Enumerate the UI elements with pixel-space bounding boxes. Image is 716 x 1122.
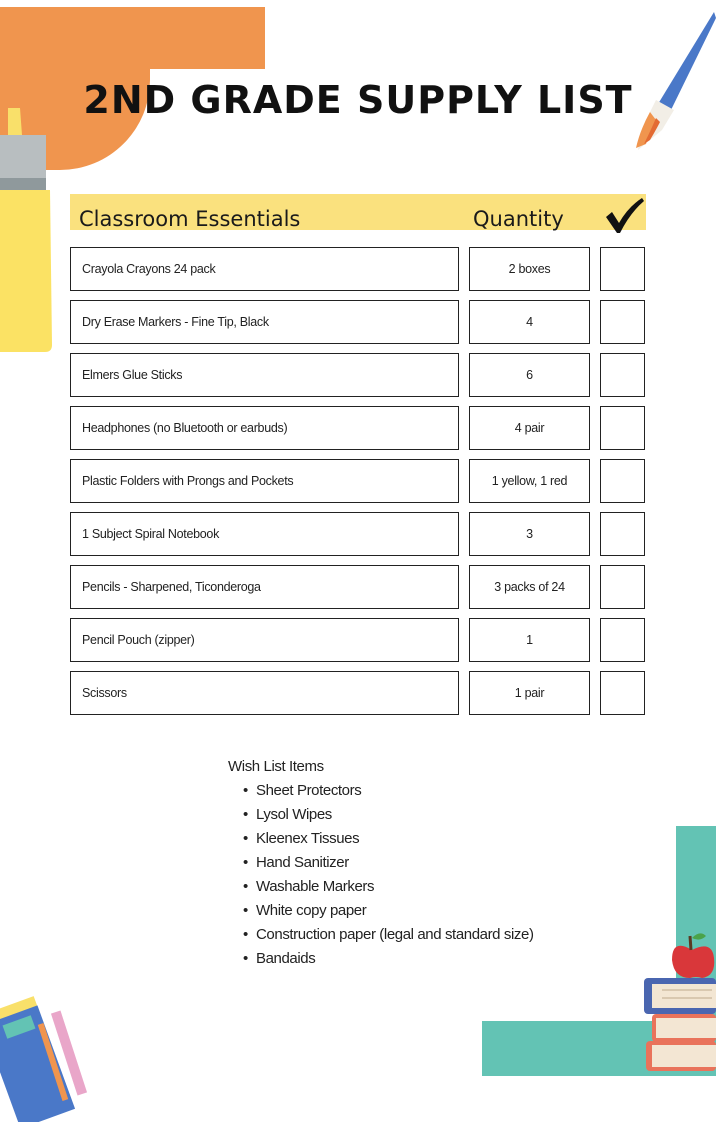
item-name: Scissors: [70, 671, 459, 715]
item-name: Pencil Pouch (zipper): [70, 618, 459, 662]
item-name: Plastic Folders with Prongs and Pockets: [70, 459, 459, 503]
item-checkbox[interactable]: [600, 618, 645, 662]
table-row: [70, 353, 646, 406]
item-name: Elmers Glue Sticks: [70, 353, 459, 397]
item-checkbox[interactable]: [600, 459, 645, 503]
item-quantity: 1 pair: [469, 671, 590, 715]
item-checkbox[interactable]: [600, 406, 645, 450]
wish-list-title: Wish List Items: [228, 758, 324, 775]
item-name: Crayola Crayons 24 pack: [70, 247, 459, 291]
table-row: [70, 406, 646, 459]
list-item: • Lysol Wipes: [228, 805, 534, 829]
item-checkbox[interactable]: [600, 671, 645, 715]
item-name: Dry Erase Markers - Fine Tip, Black: [70, 300, 459, 344]
item-name: 1 Subject Spiral Notebook: [70, 512, 459, 556]
item-checkbox[interactable]: [600, 565, 645, 609]
table-row: [70, 512, 646, 565]
item-quantity: 1 yellow, 1 red: [469, 459, 590, 503]
supply-table: [70, 247, 646, 724]
item-quantity: 3 packs of 24: [469, 565, 590, 609]
list-item: • White copy paper: [228, 901, 534, 925]
item-quantity: 6: [469, 353, 590, 397]
checkmark-icon: [604, 197, 644, 235]
table-row: [70, 300, 646, 353]
list-item: • Kleenex Tissues: [228, 829, 534, 853]
list-item: • Construction paper (legal and standard size): [228, 925, 534, 949]
item-name: Headphones (no Bluetooth or earbuds): [70, 406, 459, 450]
list-item: • Washable Markers: [228, 877, 534, 901]
item-checkbox[interactable]: [600, 512, 645, 556]
table-header: [70, 194, 646, 230]
item-quantity: 4: [469, 300, 590, 344]
books-apple-icon: [476, 826, 716, 1081]
item-quantity: 3: [469, 512, 590, 556]
item-checkbox[interactable]: [600, 247, 645, 291]
item-checkbox[interactable]: [600, 300, 645, 344]
section-label: Classroom Essentials: [79, 207, 301, 231]
item-quantity: 4 pair: [469, 406, 590, 450]
quantity-label: Quantity: [473, 207, 564, 231]
list-item: • Hand Sanitizer: [228, 853, 534, 877]
table-row: [70, 671, 646, 724]
list-item: • Bandaids: [228, 949, 534, 973]
item-quantity: 2 boxes: [469, 247, 590, 291]
item-checkbox[interactable]: [600, 353, 645, 397]
item-name: Pencils - Sharpened, Ticonderoga: [70, 565, 459, 609]
page-title: 2ND GRADE SUPPLY LIST: [83, 78, 633, 122]
table-row: [70, 565, 646, 618]
table-row: [70, 618, 646, 671]
list-item: • Sheet Protectors: [228, 781, 534, 805]
table-row: [70, 247, 646, 300]
highlighter-icon: [0, 0, 60, 355]
table-row: [70, 459, 646, 512]
notebooks-icon: [0, 990, 100, 1122]
item-quantity: 1: [469, 618, 590, 662]
